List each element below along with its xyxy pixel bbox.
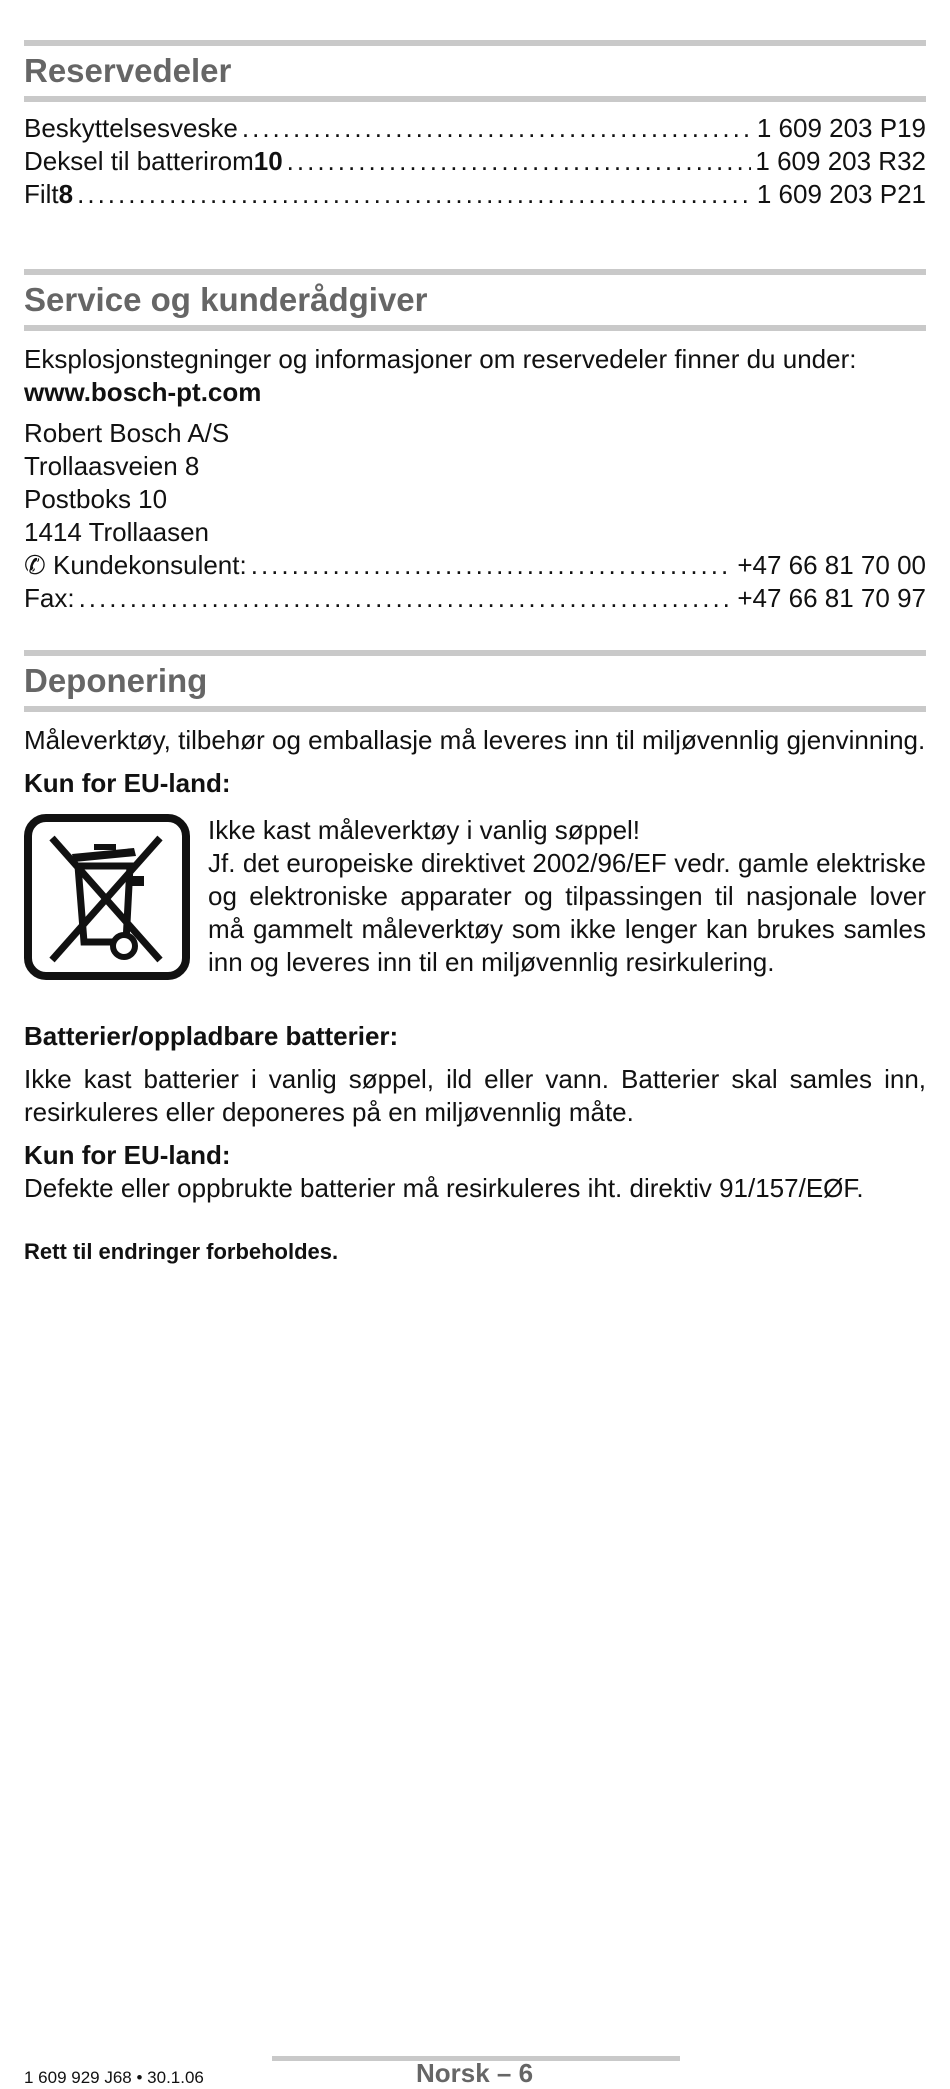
service-website-link[interactable]: www.bosch-pt.com xyxy=(24,377,262,407)
spare-part-label: Filt xyxy=(24,179,59,209)
eu-heading-2: Kun for EU-land: xyxy=(24,1140,231,1170)
spare-parts-section xyxy=(24,40,926,211)
page-label: Norsk – 6 xyxy=(416,2058,534,2088)
fax-label: Fax: xyxy=(24,583,75,613)
address-line: Postboks 10 xyxy=(24,484,168,514)
leader-dots xyxy=(242,112,753,145)
leader-dots xyxy=(251,549,734,582)
batteries-text: Ikke kast batterier i vanlig søppel, ild eller vann. Batterier skal samles inn, resirkuleres eller deponeres på en miljøvennlig måte. xyxy=(24,1064,926,1127)
spare-parts-heading: Reservedeler xyxy=(24,52,232,89)
leader-dots xyxy=(77,178,753,211)
batteries-heading: Batterier/oppladbare batterier: xyxy=(24,1021,399,1051)
spare-part-value: 1 609 203 P19 xyxy=(756,113,926,143)
disposal-intro: Måleverktøy, tilbehør og emballasje må leveres inn til miljøvennlig gjenvinning. xyxy=(24,725,926,755)
phone-number: +47 66 81 70 00 xyxy=(737,550,926,580)
spare-part-label: Beskyttelsesveske xyxy=(24,113,238,143)
leader-dots xyxy=(79,582,734,615)
spare-part-value: 1 609 203 R32 xyxy=(755,146,926,176)
leader-dots xyxy=(287,145,752,178)
service-intro: Eksplosjonstegninger og informasjoner om reservedeler finner du under: xyxy=(24,344,857,374)
spare-part-row xyxy=(24,112,926,145)
fax-number: +47 66 81 70 97 xyxy=(737,583,926,613)
document-id: 1 609 929 J68 • 30.1.06 xyxy=(24,2068,204,2087)
weee-warning: Ikke kast måleverktøy i vanlig søppel! xyxy=(208,815,641,845)
crossed-out-wheelie-bin-icon xyxy=(24,814,190,980)
phone-label: ✆ Kundekonsulent: xyxy=(24,550,247,580)
service-section xyxy=(24,269,926,615)
spare-part-number: 10 xyxy=(253,146,283,176)
section-rule-bottom xyxy=(24,96,926,102)
weee-block xyxy=(24,814,926,980)
section-rule-bottom xyxy=(24,706,926,712)
section-rule-bottom xyxy=(24,325,926,331)
weee-directive-text: Jf. det europeiske direktivet 2002/96/EF vedr. gamle elektriske og elektroniske apparater og tilpassingen til nasjonale lover må gammelt måleverktøy som ikke lenger kan brukes samles inn og leveres inn til en miljøvennlig resirkulering. xyxy=(208,848,926,977)
batteries-eu-text: Defekte eller oppbrukte batterier må resirkuleres iht. direktiv 91/157/EØF. xyxy=(24,1173,864,1203)
address-line: Robert Bosch A/S xyxy=(24,418,230,448)
phone-row xyxy=(24,549,926,582)
fax-row xyxy=(24,582,926,615)
eu-heading: Kun for EU-land: xyxy=(24,768,231,798)
reservation-note: Rett til endringer forbeholdes. xyxy=(24,1239,339,1264)
weee-text-block xyxy=(208,814,926,980)
spare-part-number: 8 xyxy=(58,179,74,209)
disposal-heading: Deponering xyxy=(24,662,208,699)
address-line: 1414 Trollaasen xyxy=(24,517,210,547)
spare-part-value: 1 609 203 P21 xyxy=(756,179,926,209)
disposal-section xyxy=(24,650,926,1268)
spare-part-row xyxy=(24,178,926,211)
spare-part-row xyxy=(24,145,926,178)
address-line: Trollaasveien 8 xyxy=(24,451,200,481)
spare-part-label: Deksel til batterirom xyxy=(24,146,254,176)
service-heading: Service og kunderådgiver xyxy=(24,281,428,318)
